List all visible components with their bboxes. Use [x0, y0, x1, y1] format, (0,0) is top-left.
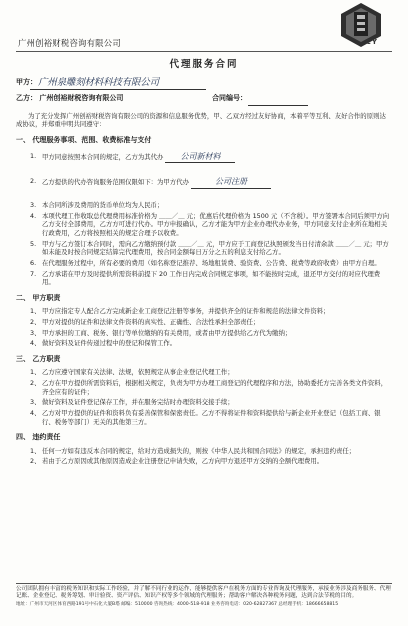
section2-item: [16, 339, 392, 348]
section3-item: [16, 379, 392, 396]
section3-item: [16, 398, 392, 407]
item-number: 2、: [30, 378, 41, 387]
footer-contact: 地址：广州市天河区体育西路191号中石化大厦B塔 邮编：510000 咨询热线：4000-518-918 业务咨询电话：020-62827367 总经理手机：18666658815: [16, 601, 339, 607]
page-footer: [16, 583, 392, 608]
item-text: 在代理服务过程中，所有必要的费用（如名称登记推荐、场地租赁费、验资费、公告费、税费等政府收费）由甲方自理。: [42, 258, 381, 267]
intro-paragraph: 为了充分发挥广州创裕财税咨询有限公司的资源和信息服务优势，甲、乙双方经过友好协商，本着平等互利、友好合作的原则达成协议，并郑重申明共同遵守：: [16, 111, 386, 129]
letterhead: [16, 0, 392, 52]
section1-heading: 一、 代理服务事项、范围、收费标准与支付: [16, 136, 152, 145]
section1-item: [16, 212, 392, 238]
document-title: 代理服务合同: [169, 59, 239, 70]
item-number: 1、: [30, 446, 41, 455]
section4-item: [16, 447, 392, 456]
item-number: 1、: [30, 368, 41, 377]
item-text: 甲方对提供的证件和法律文件资料的真实性、正确性、合法性承担全部责任；: [42, 317, 260, 326]
handwritten-service: 公司新材料: [180, 151, 221, 161]
handwritten-scope: 公司注册: [215, 177, 248, 187]
item-number: 3.: [30, 201, 37, 210]
item-number: 2、: [30, 317, 41, 326]
party-a-underline: [30, 89, 206, 90]
section1-item: [16, 201, 392, 210]
item-text: 甲方承担的工商、税务、银行等单位缴纳的有关费用，或者由甲方提供给乙方代为缴纳；: [42, 328, 292, 337]
item-text: 甲方与乙方签订本合同时，需向乙方缴纳预付款 ＿＿／＿ 元，甲方应于工商登记执照颁发当日付清余款 ＿＿／＿ 元；甲方如未能及时按合同规定结算完代理费用，按合同金额每日万分之五的利息支付给乙方。: [42, 239, 389, 257]
party-a-row: [16, 78, 392, 94]
item-text: 做好资料及证件登记保存工作，并在服务完结时办理资料交接手续；: [42, 398, 234, 407]
section2-item: [16, 318, 392, 327]
section3-item: [16, 409, 392, 426]
item-text: 乙方在甲方提供所需资料后，根据相关规定，负责为甲方办理工商登记的代理程序和方法，协助委托方完善各类文件资料，齐全应有的证件；: [42, 378, 388, 396]
item-text: 本项代理工作收取总代理费用标准价格为 ＿＿／＿ 元；优惠后代理价格为 1500 元（不含税）。甲方签署本合同后须甲方向乙方支付全部费用，乙方方可进行代办。甲方申报确认，乙方才能为甲方企业办理代办业务，甲方同意支付企业所在地相关行政费用，乙方将按照相关的规定合理予以收费。: [42, 211, 390, 238]
section1-item: [16, 270, 392, 287]
item-number: 1、: [30, 307, 41, 316]
footer-description: 公司团队拥有丰富的税务知识和实际工作经验，并了解不同行业的运作，能够提供客户在税务方面的专业咨询及代理服务，承接业务涉及商务服务、代理记账、企业登记、税务筹划、审计验资、资产评估、知识产权等多个领域的代理服务；帮助客户解决各种税务问题，达到合法节税的目的。: [16, 586, 391, 600]
item-text: 若由于乙方原因或其他原因造成企业注册登记申请失败，乙方向甲方退还甲方交纳的全额代理费用。: [42, 457, 324, 466]
item-number: 7.: [30, 269, 37, 278]
contract-number: [212, 94, 247, 103]
item-number: 6.: [30, 258, 37, 267]
party-a-handwritten-name: 广州泉雕刻材料科技有限公司: [38, 76, 159, 88]
item-number: 2.: [30, 177, 37, 186]
item-number: 5.: [30, 239, 37, 248]
party-b-name: 广州创裕财税咨询有限公司: [39, 93, 124, 102]
handwritten-field: [165, 152, 235, 164]
item-text: 乙方承诺在甲方及时提供所需资料前提下 20 工作日内完成合同规定事项，如不能按时完成，退还甲方交付的对应代理费用。: [42, 269, 381, 287]
contract-number-label: 合同编号：: [212, 93, 247, 102]
item-number: 3、: [30, 398, 41, 407]
section1-item: [16, 152, 392, 164]
party-b-row: [16, 94, 392, 110]
item-number: 4、: [30, 408, 41, 417]
section4-heading: 四、 违约责任: [16, 433, 61, 442]
item-number: 1.: [30, 151, 37, 160]
item-text: 乙方应遵守国家有关法律、法规，依照规定从事企业登记代理工作；: [42, 368, 234, 377]
section2-heading: 二、 甲方职责: [16, 293, 61, 302]
section1-item: [16, 259, 392, 268]
item-text: 乙方提供的代办咨询服务范围仅限如下：为甲方代办: [42, 178, 189, 187]
item-number: 4、: [30, 339, 41, 348]
item-number: 3、: [30, 328, 41, 337]
contract-number-underline: [248, 105, 308, 106]
section3-heading: 三、 乙方职责: [16, 354, 61, 363]
company-title: 广州创裕财税咨询有限公司: [18, 38, 121, 48]
section1-item: [16, 177, 392, 189]
item-text: 本合同所涉及费用的货币单位均为人民币；: [42, 201, 164, 210]
item-text: 做好资料及证件传递过程中的登记和保管工作。: [42, 339, 177, 348]
item-number: 2、: [30, 457, 41, 466]
handwritten-field: [191, 177, 271, 189]
section1-item: [16, 240, 392, 257]
item-text: 任何一方如有违反本合同的规定，给对方造成损失的，则按《中华人民共和国合同法》的规定，承担违约责任；: [42, 446, 356, 455]
section3-item: [16, 368, 392, 377]
party-b-label: 乙方：: [16, 93, 37, 102]
item-text: 甲方同意按照本合同的规定，乙方为其代办: [42, 152, 164, 161]
section4-item: [16, 457, 392, 466]
logo-text: CY: [365, 38, 378, 46]
party-a-label: 甲方：: [16, 77, 37, 86]
item-number: 4.: [30, 211, 37, 220]
section2-item: [16, 307, 392, 316]
item-text: 甲方应指定专人配合乙方完成新企业工商登记注册等事务，并提供齐全的证件和规范的法律文件资料；: [42, 307, 330, 316]
item-text: 乙方对甲方提供的证件和资料负有妥善保管和保密责任。乙方不得将证件和资料提供给与新企业开业登记（包括工商、银行、税务等部门）无关的其他第三方。: [42, 408, 381, 426]
section2-item: [16, 329, 392, 338]
